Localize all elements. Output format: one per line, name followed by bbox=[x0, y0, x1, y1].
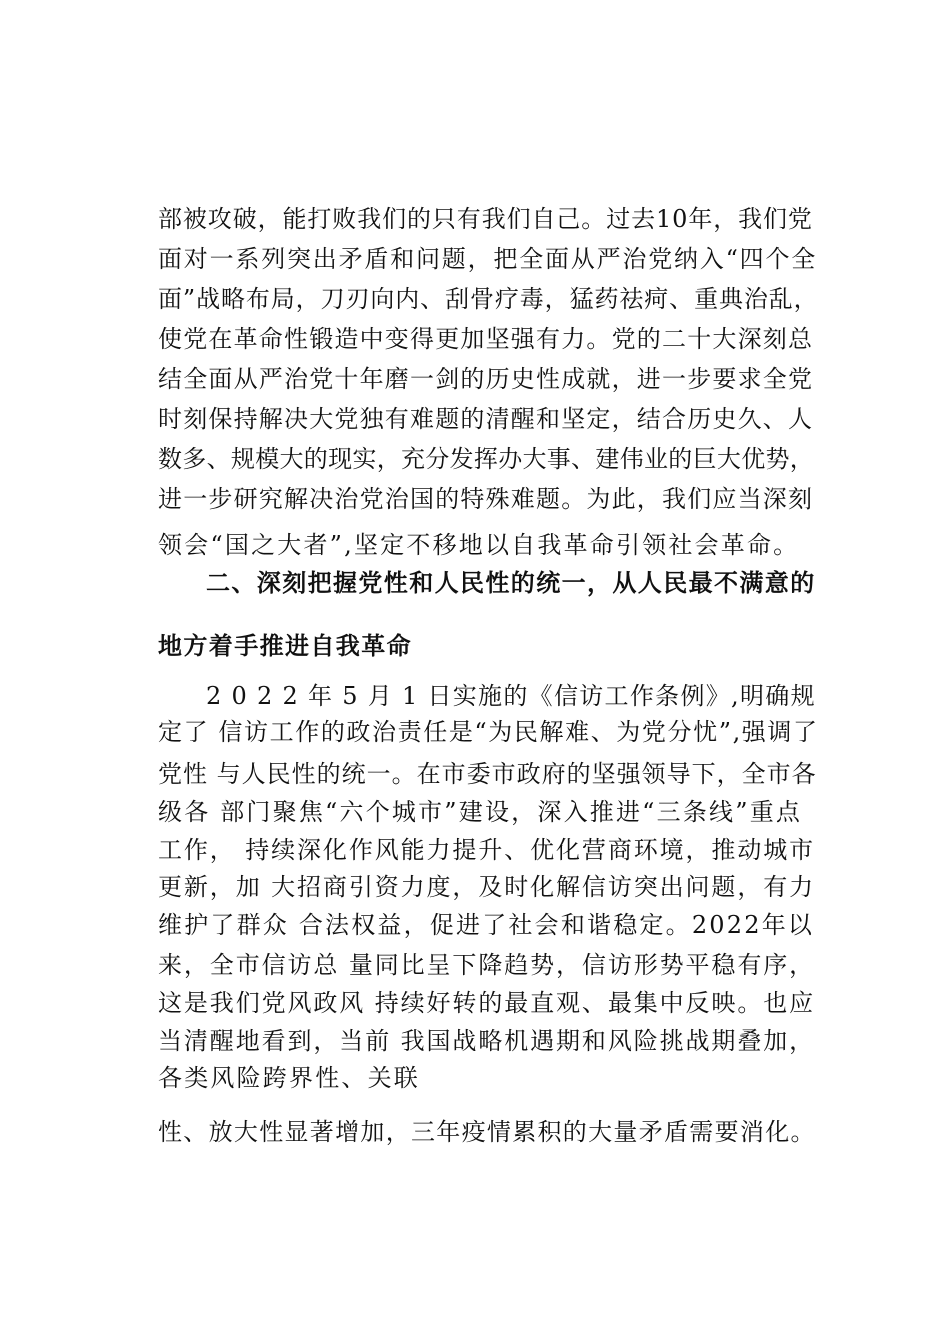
paragraph-line: 结全面从严治党十年磨一剑的历史性成就，进一步要求全党 bbox=[158, 365, 814, 393]
paragraph-line: 维护了群众 合法权益，促进了社会和谐稳定。2022年以 bbox=[158, 911, 815, 939]
paragraph-line: 进一步研究解决治党治国的特殊难题。为此，我们应当深刻 bbox=[158, 485, 814, 513]
paragraph-line: 时刻保持解决大党独有难题的清醒和坚定，结合历史久、人 bbox=[158, 405, 814, 433]
paragraph-line: 各类风险跨界性、关联 bbox=[158, 1064, 420, 1092]
paragraph-line: 部被攻破，能打败我们的只有我们自己。过去10年，我们党 bbox=[158, 205, 813, 233]
paragraph-line: 更新，加 大招商引资力度，及时化解信访突出问题，有力 bbox=[158, 873, 816, 901]
heading-line-2: 地方着手推进自我革命 bbox=[158, 632, 412, 660]
paragraph-line: 来，全市信访总 量同比呈下降趋势，信访形势平稳有序， bbox=[158, 951, 816, 979]
paragraph-line: 这是我们党风政风 持续好转的最直观、最集中反映。也应 bbox=[158, 989, 816, 1017]
paragraph-line: 性、放大性显著增加，三年疫情累积的大量矛盾需要消化。 bbox=[158, 1118, 816, 1146]
paragraph-line: 党性 与人民性的统一。在市委市政府的坚强领导下，全市各 bbox=[158, 760, 817, 788]
paragraph-line: 定了 信访工作的政治责任是“为民解难、为党分忧”,强调了 bbox=[158, 718, 819, 746]
paragraph-line: 面对一系列突出矛盾和问题，把全面从严治党纳入“四个全 bbox=[158, 245, 818, 273]
paragraph-line: 使党在革命性锻造中变得更加坚强有力。党的二十大深刻总 bbox=[158, 325, 814, 353]
paragraph-line: 当清醒地看到，当前 我国战略机遇期和风险挑战期叠加， bbox=[158, 1027, 816, 1055]
heading-line-1: 二、深刻把握党性和人民性的统一，从人民最不满意的 bbox=[206, 569, 816, 597]
paragraph-line: 面”战略布局，刀刃向内、刮骨疗毒，猛药祛疴、重典治乱， bbox=[158, 285, 819, 313]
paragraph-line: 级各 部门聚焦“六个城市”建设，深入推进“三条线”重点 bbox=[158, 798, 803, 826]
paragraph-line: 数多、规模大的现实，充分发挥办大事、建伟业的巨大优势， bbox=[158, 445, 815, 473]
paragraph-line: 工作， 持续深化作风能力提升、优化营商环境，推动城市 bbox=[158, 836, 816, 864]
paragraph-line: 2 0 2 2 年 5 月 1 日实施的《信访工作条例》,明确规 bbox=[206, 682, 816, 710]
paragraph-line: 领会“国之大者”,坚定不移地以自我革命引领社会革命。 bbox=[158, 531, 800, 559]
